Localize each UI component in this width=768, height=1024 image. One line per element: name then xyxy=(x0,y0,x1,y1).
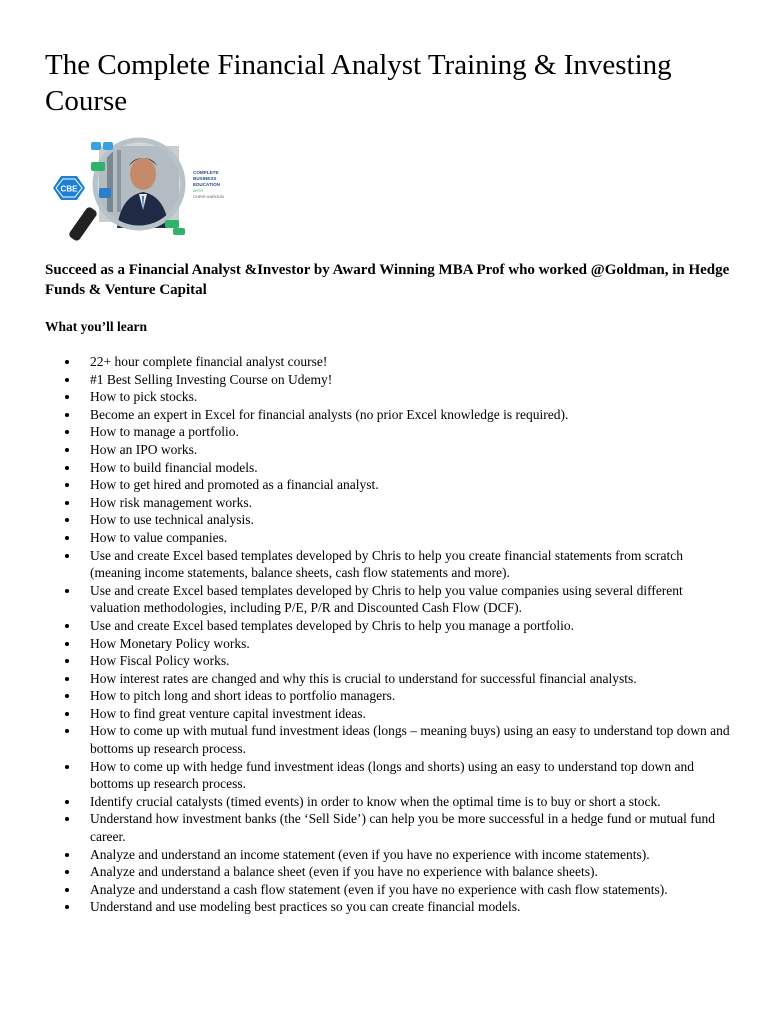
logo-caption-line: BUSINESS xyxy=(193,176,217,181)
list-item: Analyze and understand a balance sheet (even if you have no experience with balance sheets). xyxy=(90,863,735,881)
course-subtitle: Succeed as a Financial Analyst &Investor by Award Winning MBA Prof who worked @Goldman, in Hedge Funds & Venture Capital xyxy=(45,262,730,298)
list-item: How an IPO works. xyxy=(90,441,735,459)
list-item: Use and create Excel based templates developed by Chris to help you value companies using several different valuation methodologies, including P/E, P/R and Discounted Cash Flow (DCF). xyxy=(90,582,735,617)
list-item: Become an expert in Excel for financial analysts (no prior Excel knowledge is required). xyxy=(90,406,735,424)
list-item: How risk management works. xyxy=(90,494,735,512)
list-item: How to manage a portfolio. xyxy=(90,423,735,441)
list-item: How to come up with mutual fund investment ideas (longs – meaning buys) using an easy to understand top down and bottoms up research process. xyxy=(90,722,735,757)
list-item: Understand and use modeling best practices so you can create financial models. xyxy=(90,898,735,916)
list-item: 22+ hour complete financial analyst course! xyxy=(90,353,735,371)
logo-caption-line: COMPLETE xyxy=(193,170,219,175)
list-item: Identify crucial catalysts (timed events) in order to know when the optimal time is to buy or short a stock. xyxy=(90,793,735,811)
list-item: Use and create Excel based templates developed by Chris to help you create financial statements from scratch (meaning income statements, balance sheets, cash flow statements and more). xyxy=(90,547,735,582)
list-item: How interest rates are changed and why this is crucial to understand for successful financial analysts. xyxy=(90,670,735,688)
list-item: How Monetary Policy works. xyxy=(90,635,735,653)
list-item: How to value companies. xyxy=(90,529,735,547)
logo-caption-line: CHRIS HAROUN xyxy=(193,194,224,199)
list-item: How to use technical analysis. xyxy=(90,511,735,529)
list-item: How Fiscal Policy works. xyxy=(90,652,735,670)
page-title: The Complete Financial Analyst Training & Investing Course xyxy=(45,49,672,117)
logo-caption-line: EDUCATION xyxy=(193,182,220,187)
list-item: Analyze and understand a cash flow statement (even if you have no experience with cash flow statements). xyxy=(90,881,735,899)
learn-section-heading: What you’ll learn xyxy=(45,319,148,334)
list-item: How to find great venture capital investment ideas. xyxy=(90,705,735,723)
logo-badge-text: CBE xyxy=(60,184,78,194)
list-item: How to get hired and promoted as a financial analyst. xyxy=(90,476,735,494)
list-item: Understand how investment banks (the ‘Sell Side’) can help you be more successful in a hedge fund or mutual fund career. xyxy=(90,810,735,845)
list-item: Use and create Excel based templates developed by Chris to help you manage a portfolio. xyxy=(90,617,735,635)
learn-list xyxy=(45,353,735,916)
list-item: How to pick stocks. xyxy=(90,388,735,406)
list-item: #1 Best Selling Investing Course on Udemy! xyxy=(90,371,735,389)
course-logo-image xyxy=(47,136,227,241)
logo-caption-line: WITH xyxy=(193,188,204,193)
list-item: How to come up with hedge fund investment ideas (longs and shorts) using an easy to understand top down and bottoms up research process. xyxy=(90,758,735,793)
list-item: Analyze and understand an income statement (even if you have no experience with income statements). xyxy=(90,846,735,864)
list-item: How to build financial models. xyxy=(90,459,735,477)
list-item: How to pitch long and short ideas to portfolio managers. xyxy=(90,687,735,705)
